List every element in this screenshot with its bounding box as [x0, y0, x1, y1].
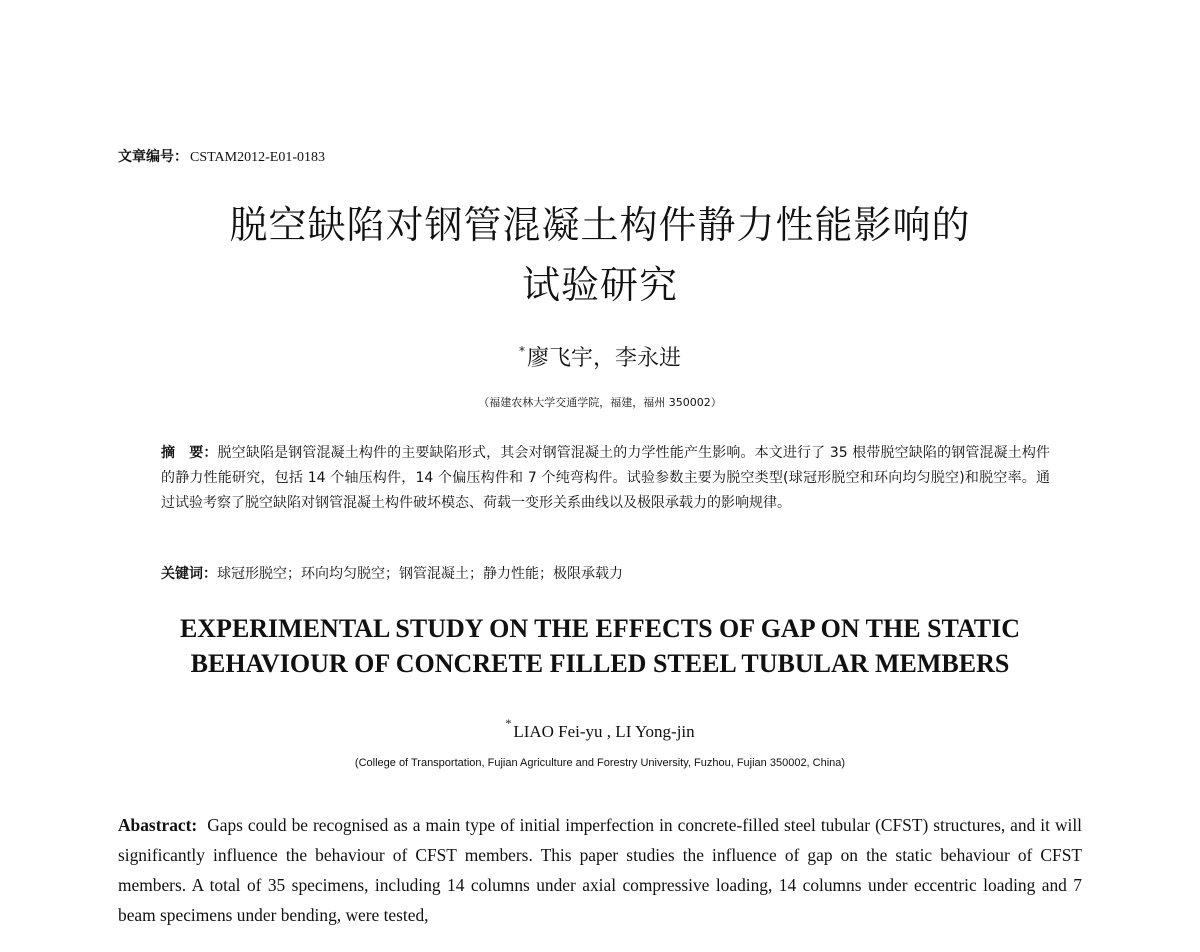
abstract-en-text: Gaps could be recognised as a main type of initial imperfection in concrete-filled steel tubular (CFST) structures, and it will significantly influence the behaviour of CFST members. This paper studies the influence of gap on the static behaviour of CFST members. A total of 35 specimens, including 14 columns under axial compressive loading, 14 columns under eccentric loading and 7 beam specimens under bending, were tested, — [118, 815, 1082, 925]
abstract-zh — [161, 441, 1050, 516]
abstract-zh-text: 脱空缺陷是钢管混凝土构件的主要缺陷形式，其会对钢管混凝土的力学性能产生影响。本文进行了 35 根带脱空缺陷的钢管混凝土构件的静力性能研究，包括 14 个轴压构件，14 个偏压构件和 7 个纯弯构件。试验参数主要为脱空类型(球冠形脱空和环向均匀脱空)和脱空率。通过试验考察了脱空缺陷对钢管混凝土构件破坏模态、荷载一变形关系曲线以及极限承载力的影响规律。 — [161, 445, 1051, 511]
authors-zh — [0, 345, 1200, 370]
title-zh-line2: 试验研究 — [521, 263, 678, 307]
keywords-zh-text: 球冠形脱空；环向均匀脱空；钢管混凝土；静力性能；极限承载力 — [217, 566, 623, 582]
keywords-zh — [161, 563, 623, 583]
affiliation-zh: （福建农林大学交通学院，福建，福州 350002） — [478, 396, 722, 409]
authors-en — [0, 716, 1200, 742]
keywords-zh-label: 关键词： — [161, 566, 217, 582]
article-number — [118, 146, 325, 166]
title-en-line1: EXPERIMENTAL STUDY ON THE EFFECTS OF GAP ON THE STATIC — [179, 614, 1021, 643]
article-number-value: CSTAM2012-E01-0183 — [190, 150, 325, 165]
corresponding-author-marker-en: * — [505, 716, 512, 730]
author-names-zh: 廖飞宇，李永进 — [526, 346, 681, 371]
author-names-en: LIAO Fei-yu , LI Yong-jin — [513, 722, 695, 741]
abstract-zh-label: 摘 要： — [161, 445, 218, 461]
abstract-en — [118, 810, 1082, 930]
affiliation-en: (College of Transportation, Fujian Agriculture and Forestry University, Fuzhou, Fujian 350002, China) — [354, 757, 846, 769]
article-number-label: 文章编号： — [118, 149, 188, 165]
abstract-en-label: Abastract: — [118, 815, 198, 835]
title-zh-line1: 脱空缺陷对钢管混凝土构件静力性能影响的 — [229, 203, 971, 247]
corresponding-author-marker-zh: * — [518, 344, 525, 358]
title-en-line2: BEHAVIOUR OF CONCRETE FILLED STEEL TUBULAR MEMBERS — [190, 649, 1010, 678]
